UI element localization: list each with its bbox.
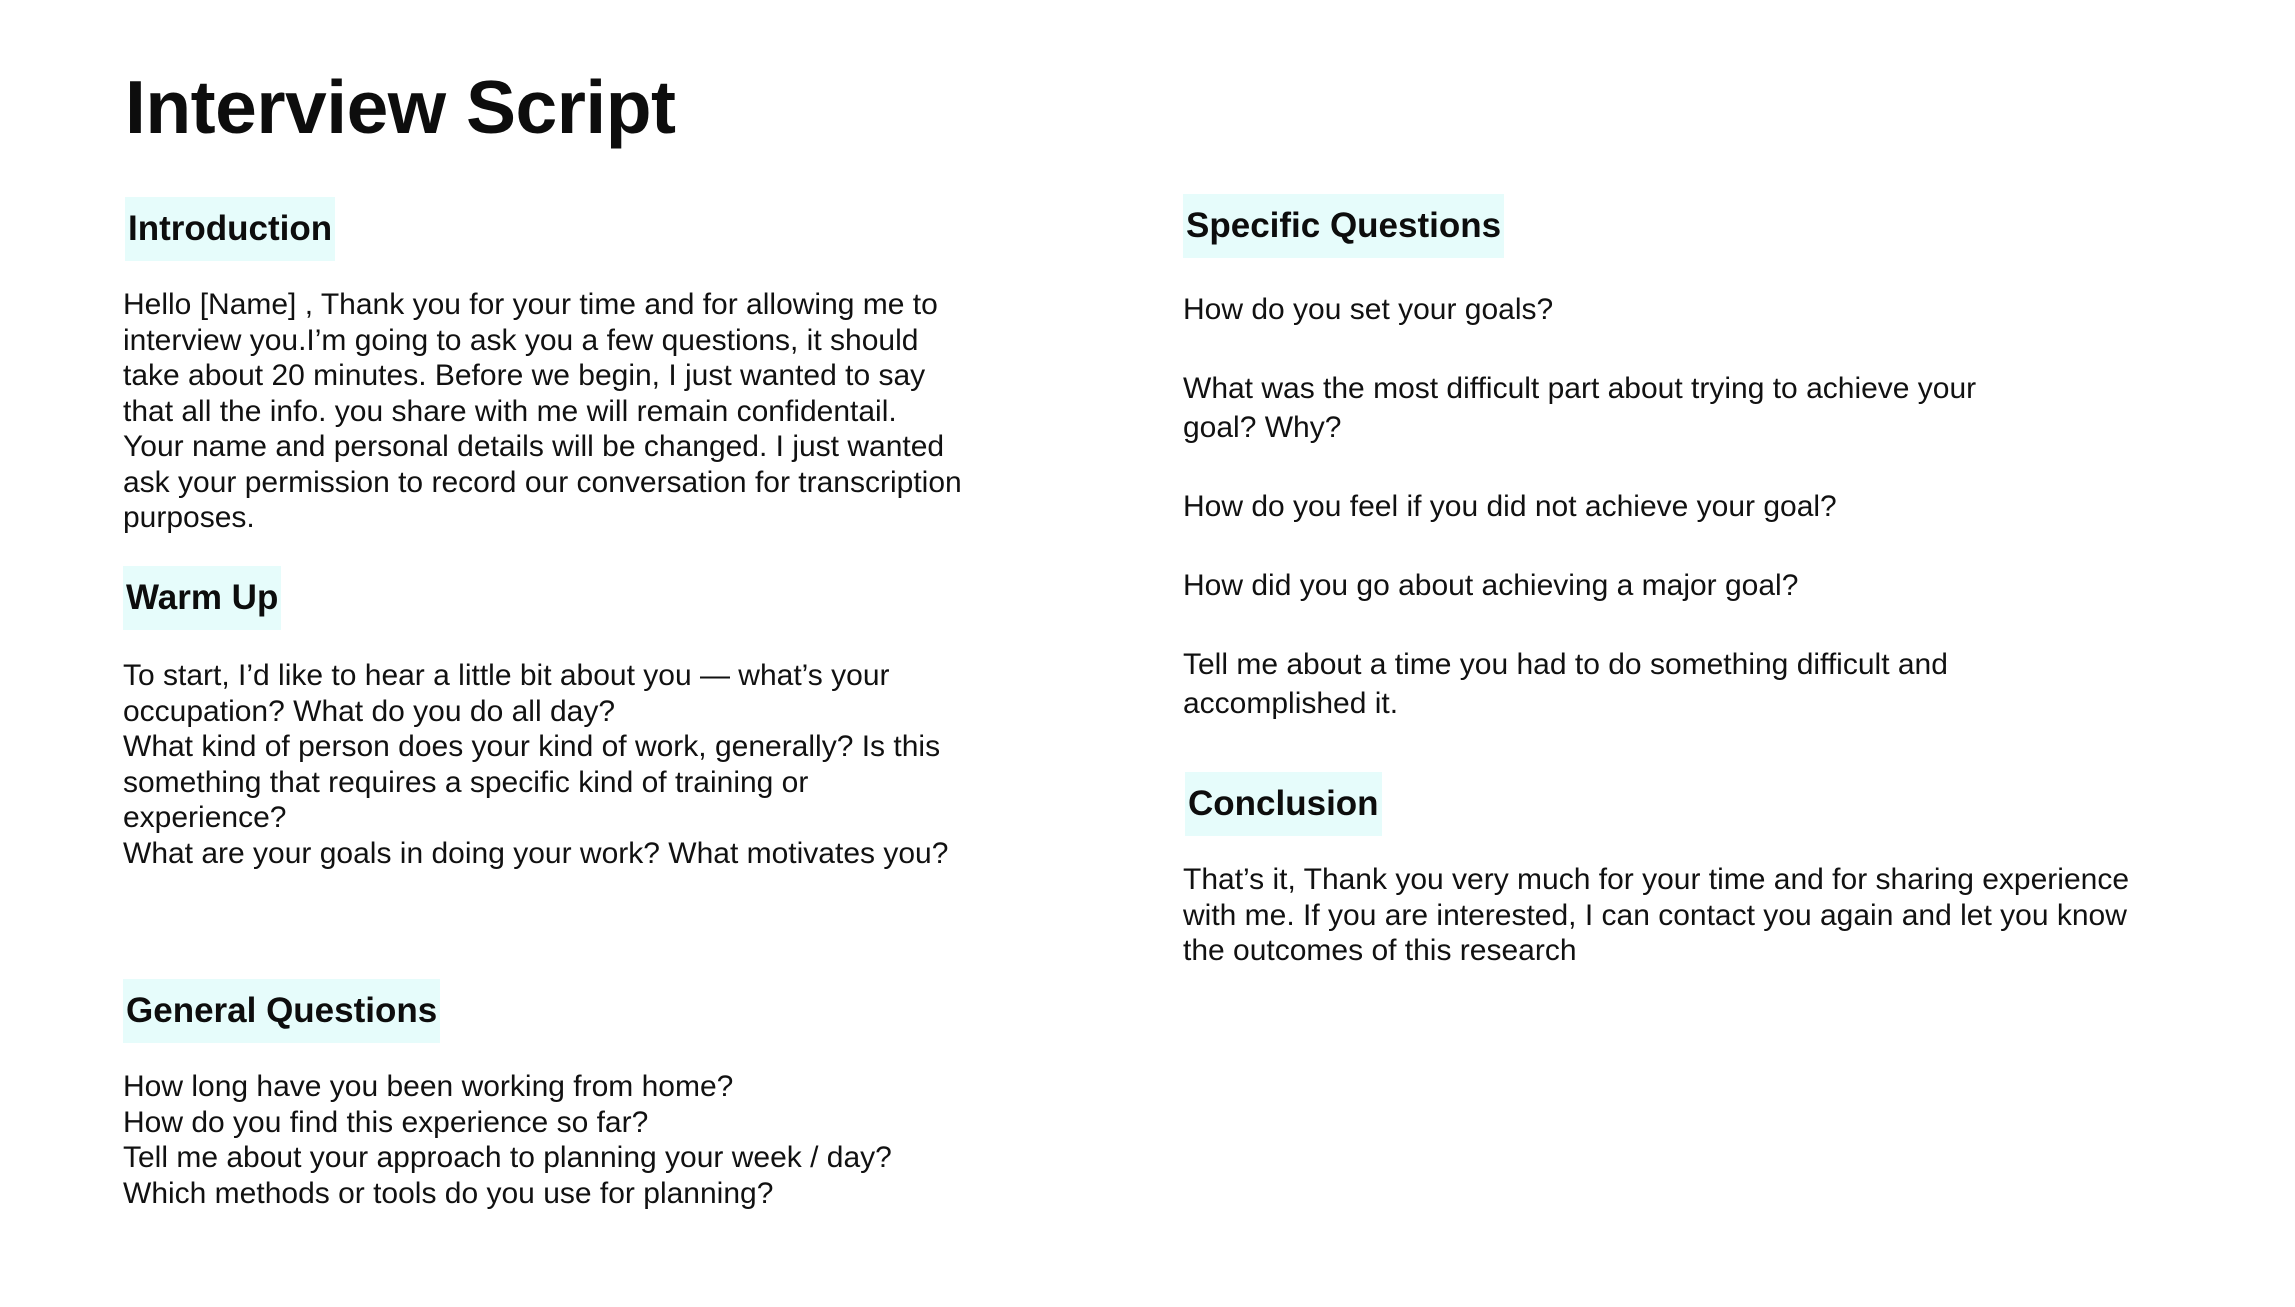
conclusion-text xyxy=(1183,862,2133,969)
warm-up-text xyxy=(123,658,963,871)
introduction-text xyxy=(123,287,963,536)
warm-up-line: To start, I’d like to hear a little bit about you — what’s your occupation? What do you do all day? xyxy=(123,659,890,728)
warm-up-line: What are your goals in doing your work? What motivates you? xyxy=(123,836,949,870)
introduction-heading: Introduction xyxy=(125,197,335,261)
conclusion-paragraph: That’s it, Thank you very much for your time and for sharing experience with me. If you are interested, I can contact you again and let you know the outcomes of this research xyxy=(1183,863,2130,967)
introduction-paragraph: Hello [Name] , Thank you for your time and for allowing me to interview you.I’m going to ask you a few questions, it should take about 20 minutes. Before we begin, I just wanted to say that all the info. you share with me will remain confidentail. Your name and personal details will be changed. I just wanted ask your permission to record our conversation for transcription purposes. xyxy=(123,288,962,534)
general-question-line: Tell me about your approach to planning your week / day? xyxy=(123,1141,892,1174)
conclusion-heading: Conclusion xyxy=(1185,772,1382,836)
general-question-line: Which methods or tools do you use for planning? xyxy=(123,1176,774,1210)
specific-questions-heading: Specific Questions xyxy=(1183,194,1504,258)
specific-question-item: Tell me about a time you had to do something difficult and accomplished it. xyxy=(1183,648,1948,720)
page-title: Interview Script xyxy=(125,65,676,149)
general-question-line: How long have you been working from home? xyxy=(123,1070,734,1103)
general-questions-text xyxy=(123,1069,1003,1211)
warm-up-heading: Warm Up xyxy=(123,566,281,630)
specific-question-item: What was the most difficult part about trying to achieve your goal? Why? xyxy=(1183,372,1977,444)
specific-question-item: How do you feel if you did not achieve your goal? xyxy=(1183,490,1837,523)
specific-questions-list xyxy=(1183,290,2023,723)
specific-question-item: How do you set your goals? xyxy=(1183,293,1554,326)
warm-up-line: What kind of person does your kind of work, generally? Is this something that requires a specific kind of training or experience? xyxy=(123,730,941,834)
general-questions-heading: General Questions xyxy=(123,979,440,1043)
general-question-line: How do you find this experience so far? xyxy=(123,1105,649,1139)
specific-question-item: How did you go about achieving a major goal? xyxy=(1183,569,1799,602)
